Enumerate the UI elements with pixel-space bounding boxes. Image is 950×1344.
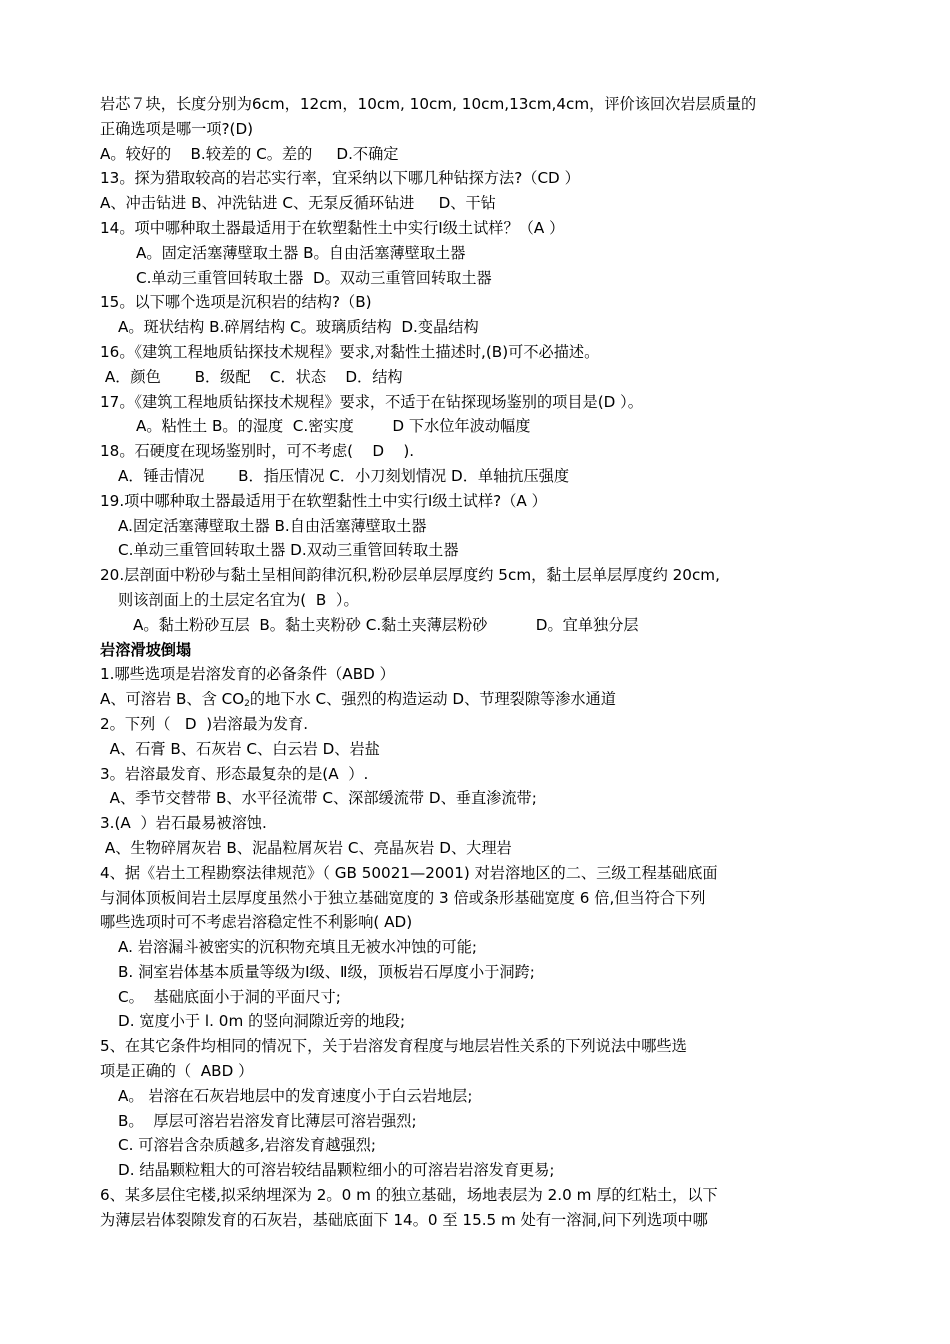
line-text: A、冲击钻进 B、冲洗钻进 C、无泵反循环钻进 D、干钻	[100, 194, 496, 213]
text-line	[100, 762, 852, 787]
subscript: 2	[244, 699, 250, 710]
line-text: A。固定活塞薄壁取土器 B。自由活塞薄壁取土器	[136, 243, 466, 262]
text-line	[100, 737, 852, 762]
line-text: C.单动三重管回转取土器 D。双动三重管回转取土器	[136, 268, 492, 287]
line-text: 16。《建筑工程地质钻探技术规程》要求,对黏性土描述时,(B)可不必描述。	[100, 342, 600, 361]
text-line	[100, 687, 852, 712]
text-line	[100, 216, 852, 241]
line-text: A、可溶岩 B、含 CO	[100, 690, 245, 709]
line-text: 19.项中哪种取土器最适用于在软塑黏性土中实行Ⅰ级土试样?（A ）	[100, 491, 547, 510]
text-line	[100, 1059, 852, 1084]
text-line	[100, 390, 852, 415]
line-text: 4、据《岩土工程勘察法律规范》（ GB 50021—2001) 对岩溶地区的二、三级工程基础底面	[100, 863, 718, 882]
line-text: 2。下列（ D )岩溶最为发育.	[100, 714, 309, 733]
line-text: 1.哪些选项是岩溶发育的必备条件（ABD ）	[100, 665, 395, 684]
text-line	[100, 910, 852, 935]
line-text: 哪些选项时可不考虑岩溶稳定性不利影响( AD)	[100, 913, 413, 932]
text-line	[100, 1133, 852, 1158]
text-line	[100, 538, 852, 563]
line-text: B。 厚层可溶岩岩溶发育比薄层可溶岩强烈;	[118, 1111, 417, 1130]
text-line	[100, 588, 852, 613]
text-line	[100, 142, 852, 167]
line-text: D. 宽度小于 l. 0m 的竖向洞隙近旁的地段;	[118, 1012, 406, 1031]
line-text: A．颜色 B．级配 C．状态 D．结构	[100, 367, 403, 386]
text-line	[100, 365, 852, 390]
line-text: 正确选项是哪一项?(D)	[100, 119, 254, 138]
text-line	[100, 1034, 852, 1059]
text-line	[100, 191, 852, 216]
text-line	[100, 613, 852, 638]
text-line	[100, 241, 852, 266]
text-line	[100, 1183, 852, 1208]
text-line	[100, 662, 852, 687]
text-line	[100, 92, 852, 117]
text-line	[100, 935, 852, 960]
line-text: A. 岩溶漏斗被密实的沉积物充填且无被水冲蚀的可能;	[118, 938, 478, 957]
text-line	[100, 464, 852, 489]
line-text: A。较好的 B.较差的 C。差的 D.不确定	[100, 144, 399, 163]
line-text: A、石膏 B、石灰岩 C、白云岩 D、岩盐	[100, 739, 380, 758]
line-text-continued: 的地下水 C、强烈的构造运动 D、节理裂隙等渗水通道	[249, 690, 616, 709]
text-line	[100, 117, 852, 142]
text-line	[100, 786, 852, 811]
text-line	[100, 886, 852, 911]
text-line	[100, 836, 852, 861]
line-text: 3。岩溶最发育、形态最复杂的是(A ）.	[100, 764, 369, 783]
line-text: 岩芯７块，长度分别为6cm，12cm，10cm, 10cm, 10cm,13cm,4cm，评价该回次岩层质量的	[100, 95, 757, 113]
line-text: 项是正确的（ ABD ）	[100, 1062, 254, 1081]
line-text: 14。项中哪种取土器最适用于在软塑黏性土中实行Ⅰ级土试样？（A ）	[100, 218, 565, 237]
text-line	[100, 1009, 852, 1034]
section-heading	[100, 638, 852, 663]
text-line	[100, 266, 852, 291]
line-text: A、生物碎屑灰岩 B、泥晶粒屑灰岩 C、亮晶灰岩 D、大理岩	[100, 838, 512, 857]
line-text: A.固定活塞薄壁取土器 B.自由活塞薄壁取土器	[118, 516, 427, 535]
text-line	[100, 315, 852, 340]
line-text: 15。以下哪个选项是沉积岩的结构?（B)	[100, 293, 372, 312]
line-text: 6、某多层住宅楼,拟采纳埋深为 2。0 m 的独立基础，场地表层为 2.0 m 厚的红粘土，以下	[100, 1186, 718, 1205]
line-text: A、季节交替带 B、水平径流带 C、深部缓流带 D、垂直渗流带;	[100, 789, 537, 808]
text-line	[100, 1109, 852, 1134]
line-text: 5、在其它条件均相同的情况下，关于岩溶发育程度与地层岩性关系的下列说法中哪些选	[100, 1037, 687, 1056]
text-line	[100, 414, 852, 439]
line-text: A。斑状结构 B.碎屑结构 C。玻璃质结构 D.变晶结构	[118, 318, 479, 337]
text-line	[100, 439, 852, 464]
text-line	[100, 811, 852, 836]
line-text: 则该剖面上的土层定名宜为( B ）。	[118, 590, 359, 609]
line-text: A。 岩溶在石灰岩地层中的发育速度小于白云岩地层;	[118, 1086, 473, 1105]
text-line	[100, 166, 852, 191]
text-line	[100, 489, 852, 514]
document-page	[100, 92, 852, 1233]
text-line	[100, 985, 852, 1010]
line-text: A．锤击情况 B．指压情况 C．小刀刻划情况 D．单轴抗压强度	[118, 466, 570, 485]
line-text: 为薄层岩体裂隙发育的石灰岩，基础底面下 14。0 至 15.5 m 处有一溶洞,问下列选项中哪	[100, 1210, 708, 1229]
line-text: A。粘性土 B。的湿度 C.密实度 D 下水位年波动幅度	[136, 417, 531, 436]
line-text: 20.层剖面中粉砂与黏土呈相间韵律沉积,粉砂层单层厚度约 5cm，黏土层单层厚度约 20cm,	[100, 566, 720, 585]
line-text: 18。石硬度在现场鉴别时，可不考虑( D ).	[100, 442, 415, 461]
line-text: C. 可溶岩含杂质越多,岩溶发育越强烈;	[118, 1136, 377, 1155]
text-line	[100, 960, 852, 985]
line-text: C.单动三重管回转取土器 D.双动三重管回转取土器	[118, 541, 459, 560]
line-text: 岩溶滑坡倒塌	[100, 640, 192, 659]
line-text: 13。探为猎取较高的岩芯实行率，宜采纳以下哪几种钻探方法?（CD ）	[100, 169, 580, 188]
text-line	[100, 340, 852, 365]
text-line	[100, 514, 852, 539]
line-text: D. 结晶颗粒粗大的可溶岩较结晶颗粒细小的可溶岩岩溶发育更易;	[118, 1161, 555, 1180]
text-line	[100, 861, 852, 886]
line-text: 3.(A ）岩石最易被溶蚀.	[100, 814, 267, 833]
text-line	[100, 290, 852, 315]
line-text: C。 基础底面小于洞的平面尺寸;	[118, 987, 341, 1006]
text-line	[100, 1208, 852, 1233]
text-line	[100, 1084, 852, 1109]
line-text: A。黏土粉砂互层 B。黏土夹粉砂 C.黏土夹薄层粉砂 D。宜单独分层	[133, 615, 639, 634]
text-line	[100, 1158, 852, 1183]
line-text: 与洞体顶板间岩土层厚度虽然小于独立基础宽度的 3 倍或条形基础宽度 6 倍,但当符合下列	[100, 888, 706, 907]
line-text: 17。《建筑工程地质钻探技术规程》要求，不适于在钻探现场鉴别的项目是(D ）。	[100, 392, 643, 411]
line-text: B. 洞室岩体基本质量等级为Ⅰ级、Ⅱ级，顶板岩石厚度小于洞跨;	[118, 962, 535, 981]
text-line	[100, 712, 852, 737]
text-line	[100, 563, 852, 588]
